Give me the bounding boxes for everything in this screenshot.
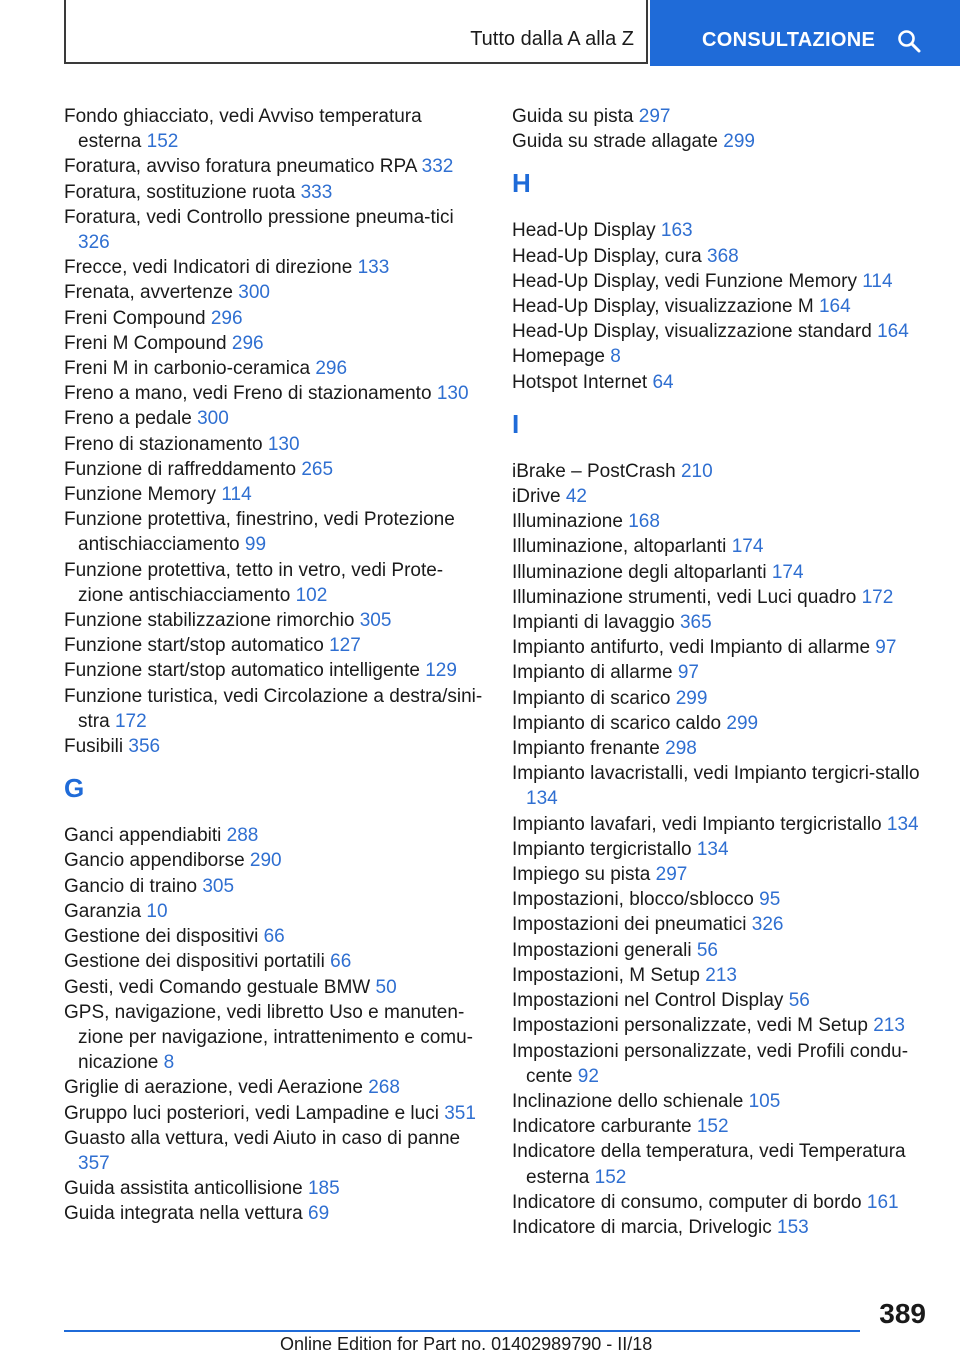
index-entry-text: Foratura, avviso foratura pneumatico RPA [64,156,417,178]
index-column-right [512,104,932,1240]
index-entry [64,558,484,608]
page-reference-link[interactable]: 8 [163,1052,175,1074]
index-entry [512,963,932,988]
index-entry [64,154,484,179]
index-entry [512,988,932,1013]
index-entry [64,331,484,356]
index-entry-text: Freni M Compound [64,332,227,354]
index-entry [512,1139,932,1189]
page-reference-link[interactable]: 129 [425,660,457,682]
index-entry [512,887,932,912]
page-reference-link[interactable]: 66 [263,926,285,948]
index-entry-text: Impianto lavacristalli, vedi Impianto tergicri-stallo [512,763,920,785]
page-reference-link[interactable]: 130 [436,383,469,405]
index-entry [64,1126,484,1176]
index-entry-text: Indicatore di consumo, computer di bordo [512,1191,862,1213]
index-entry-text: Guida su strade allagate [512,131,718,153]
index-entry [512,761,932,811]
index-entry-text: Fondo ghiacciato, vedi Avviso temperatura esterna [64,106,422,153]
index-entry [64,432,484,457]
index-entry-text: Funzione start/stop automatico [64,635,324,657]
page-reference-link[interactable]: 265 [301,458,334,480]
index-entry [64,104,484,154]
page-reference-link[interactable]: 326 [78,232,110,254]
index-entry [512,938,932,963]
page-reference-link[interactable]: 64 [652,371,674,393]
index-entry-text: Gancio appendiborse [64,850,245,872]
page-reference-link[interactable]: 268 [368,1077,400,1099]
page-reference-link[interactable]: 332 [421,156,454,178]
page-reference-link[interactable]: 299 [726,712,759,734]
page-reference-link[interactable]: 10 [146,900,168,922]
index-entry [64,734,484,759]
index-entry-text: Freno a pedale [64,408,192,430]
index-entry [64,280,484,305]
index-entry-text: Griglie di aerazione, vedi Aerazione [64,1077,363,1099]
index-entry [64,255,484,280]
index-entry-text: Head-Up Display, cura [512,245,702,267]
index-entry-text: Frecce, vedi Indicatori di direzione [64,257,353,279]
index-entry-text: Gruppo luci posteriori, vedi Lampadine e luci [64,1102,439,1124]
index-entry [512,294,932,319]
index-entry-text: Freno di stazionamento [64,433,263,455]
index-entry-text: Guida su pista [512,106,634,127]
page-reference-link[interactable]: 153 [777,1216,809,1238]
index-entry [64,457,484,482]
consultazione-label: CONSULTAZIONE [702,29,876,51]
page-reference-link[interactable]: 288 [226,825,259,847]
page-reference-link[interactable]: 365 [679,612,712,634]
page-reference-link[interactable]: 299 [675,687,708,709]
page-reference-link[interactable]: 297 [638,106,671,127]
index-entry-text: GPS, navigazione, vedi libretto Uso e manuten-zione per navigazione, intrattenimento e comu-nicazione [64,1001,474,1074]
index-entry [512,862,932,887]
index-entry [512,509,932,534]
index-entry-text: Funzione stabilizzazione rimorchio [64,610,355,632]
index-entry-text: Impostazioni generali [512,939,692,961]
index-entry [64,949,484,974]
index-entry-text: Impiego su pista [512,864,651,886]
page-reference-link[interactable]: 296 [210,307,243,329]
index-entry-text: Guida integrata nella vettura [64,1203,303,1225]
index-entry-text: Impostazioni, blocco/sblocco [512,889,754,911]
page-reference-link[interactable]: 298 [665,738,697,760]
index-entry [512,344,932,369]
page-reference-link[interactable]: 213 [873,1015,905,1037]
index-entry-text: Garanzia [64,900,142,922]
index-entry [64,1176,484,1201]
index-entry [512,459,932,484]
page-reference-link[interactable]: 357 [78,1152,110,1174]
page-reference-link[interactable]: 92 [577,1065,599,1087]
index-entry-text: Impianto lavafari, vedi Impianto tergicristallo [512,813,882,835]
page-reference-link[interactable]: 114 [221,484,252,506]
index-entry-text: Guasto alla vettura, vedi Aiuto in caso di panne [64,1127,461,1149]
page-reference-link[interactable]: 114 [862,270,893,292]
page-reference-link[interactable]: 174 [731,536,764,558]
index-entry [512,269,932,294]
index-entry [64,684,484,734]
index-entry-text: Illuminazione, altoparlanti [512,536,727,558]
index-entry [64,1000,484,1076]
page-reference-link[interactable]: 164 [877,321,909,343]
index-entry-text: Impianti di lavaggio [512,612,675,634]
index-entry-text: Indicatore di marcia, Drivelogic [512,1216,772,1238]
page-reference-link[interactable]: 127 [329,635,361,657]
index-entry [512,218,932,243]
index-entry [512,1215,932,1240]
page-reference-link[interactable]: 174 [771,561,804,583]
index-entry-text: Freni M in carbonio-ceramica [64,358,311,380]
index-entry [64,874,484,899]
page-reference-link[interactable]: 56 [696,939,718,961]
index-entry [64,975,484,1000]
page-reference-link[interactable]: 152 [146,131,179,153]
index-entry [512,129,932,154]
index-entry-text: Indicatore carburante [512,1116,692,1138]
index-entry-text: Frenata, avvertenze [64,282,233,304]
section-title: Tutto dalla A alla Z [470,28,634,50]
index-entry [64,356,484,381]
index-entry [512,635,932,660]
index-entry-text: Illuminazione [512,511,623,533]
index-entry-text: Illuminazione strumenti, vedi Luci quadro [512,586,857,608]
index-entry [512,1039,932,1089]
index-letter-heading: I [512,408,520,439]
index-entry-text: Head-Up Display [512,220,656,242]
page-reference-link[interactable]: 97 [875,637,897,659]
index-entry-text: Indicatore della temperatura, vedi Temperatura esterna [512,1141,906,1188]
index-entry-text: Funzione protettiva, tetto in vetro, vedi Prote-zione antischiacciamento [64,559,444,606]
page-reference-link[interactable]: 172 [861,586,894,608]
page-reference-link[interactable]: 300 [238,282,270,304]
page-reference-link[interactable]: 130 [267,433,300,455]
index-entry-text: Funzione start/stop automatico intelligente [64,660,420,682]
index-entry-text: Impianto frenante [512,738,660,760]
index-entry [512,1190,932,1215]
index-entry-text: Head-Up Display, visualizzazione M [512,296,814,318]
index-entry [512,104,932,129]
index-entry-text: Illuminazione degli altoparlanti [512,561,767,583]
index-entry [64,1101,484,1126]
index-entry-text: Funzione Memory [64,484,217,506]
index-entry-text: Impianto tergicristallo [512,838,692,860]
index-entry-text: Freni Compound [64,307,206,329]
index-entry [512,812,932,837]
index-entry-text: Impianto di scarico [512,687,671,709]
page-reference-link[interactable]: 161 [866,1191,899,1213]
page-reference-link[interactable]: 333 [300,181,333,203]
page-reference-link[interactable]: 56 [788,990,810,1012]
index-entry [64,482,484,507]
page-reference-link[interactable]: 300 [197,408,229,430]
footer-divider [64,1330,860,1332]
index-entry [64,633,484,658]
index-entry [512,1114,932,1139]
index-entry-text: Gestione dei dispositivi [64,926,259,948]
index-entry-text: Inclinazione dello schienale [512,1090,744,1112]
consultazione-tab[interactable] [650,0,960,66]
page-reference-link[interactable]: 8 [610,346,621,368]
page-reference-link[interactable]: 326 [751,914,784,936]
index-entry [512,319,932,344]
page-reference-link[interactable]: 66 [330,951,352,973]
index-entry [64,406,484,431]
page-reference-link[interactable]: 297 [655,864,688,886]
section-tab [64,0,648,64]
index-entry [64,180,484,205]
index-entry-text: Fusibili [64,736,124,758]
page-reference-link[interactable]: 134 [696,838,729,860]
page-reference-link[interactable]: 299 [723,131,755,153]
index-entry [512,534,932,559]
index-entry [64,608,484,633]
page-reference-link[interactable]: 133 [357,257,390,279]
index-entry [512,560,932,585]
index-entry-text: Funzione protettiva, finestrino, vedi Protezione antischiacciamento [64,509,455,556]
index-entry-text: Freno a mano, vedi Freno di stazionamento [64,383,432,405]
index-entry-text: Impostazioni personalizzate, vedi M Setup [512,1015,868,1037]
page-reference-link[interactable]: 42 [565,486,587,508]
index-letter-heading: G [64,773,85,804]
index-entry-text: Impostazioni, M Setup [512,964,700,986]
page-reference-link[interactable]: 296 [315,358,348,380]
page-reference-link[interactable]: 356 [128,736,161,758]
page-reference-link[interactable]: 102 [295,584,328,606]
index-entry-text: Homepage [512,346,605,368]
page-reference-link[interactable]: 97 [677,662,699,684]
index-entry-text: Funzione di raffreddamento [64,458,297,480]
index-entry [512,610,932,635]
index-entry-text: Head-Up Display, visualizzazione standard [512,321,872,343]
page-reference-link[interactable]: 152 [696,1116,729,1138]
index-entry-text: Foratura, sostituzione ruota [64,181,296,203]
index-entry [512,912,932,937]
index-entry [512,736,932,761]
index-entry-text: Impostazioni dei pneumatici [512,914,747,936]
index-entry-text: Funzione turistica, vedi Circolazione a destra/sini-stra [64,685,483,732]
index-entry [64,306,484,331]
index-entry-text: Foratura, vedi Controllo pressione pneuma-tici [64,206,454,228]
index-entry [512,484,932,509]
index-entry-text: Gancio di traino [64,875,198,897]
index-letter-heading: H [512,168,531,199]
page-number: 389 [879,1298,926,1329]
page-reference-link[interactable]: 50 [375,976,397,998]
page-reference-link[interactable]: 99 [244,534,267,556]
index-column-left [64,104,484,1227]
index-entry-text: Impostazioni personalizzate, vedi Profili condu-cente [512,1040,909,1087]
index-entry-text: iDrive [512,486,561,508]
page-reference-link[interactable]: 368 [707,245,739,267]
index-entry [64,899,484,924]
page-reference-link[interactable]: 290 [249,850,282,872]
index-entry [512,837,932,862]
index-entry [512,585,932,610]
index-entry [64,1075,484,1100]
page-reference-link[interactable]: 213 [705,964,737,986]
index-entry [64,848,484,873]
index-entry-text: Ganci appendiabiti [64,825,222,847]
index-entry [512,370,932,395]
page-reference-link[interactable]: 95 [759,889,781,911]
edition-note: Online Edition for Part no. 01402989790 - II/18 [280,1334,653,1354]
index-entry-text: Guida assistita anticollisione [64,1178,303,1200]
index-entry [512,711,932,736]
index-entry [64,507,484,557]
page-reference-link[interactable]: 164 [818,296,851,318]
page-reference-link[interactable]: 305 [359,610,392,632]
page-reference-link[interactable]: 351 [444,1102,476,1124]
index-entry [64,924,484,949]
page-reference-link[interactable]: 296 [231,332,264,354]
index-entry-text: Impianto di scarico caldo [512,712,722,734]
page-reference-link[interactable]: 163 [660,220,693,242]
index-entry [64,658,484,683]
index-entry-text: Gesti, vedi Comando gestuale BMW [64,976,371,998]
index-entry [64,381,484,406]
index-entry [512,244,932,269]
page-reference-link[interactable]: 134 [526,788,558,810]
index-entry [512,686,932,711]
index-entry [512,660,932,685]
page-header [0,0,960,66]
search-icon[interactable] [896,28,922,54]
page-reference-link[interactable]: 305 [202,875,235,897]
index-entry-text: Impianto di allarme [512,662,673,684]
page-reference-link[interactable]: 105 [748,1090,781,1112]
page-reference-link[interactable]: 69 [308,1203,330,1225]
index-entry-text: Impianto antifurto, vedi Impianto di allarme [512,637,871,659]
index-entry-text: Head-Up Display, vedi Funzione Memory [512,270,857,292]
index-entry-text: Hotspot Internet [512,371,648,393]
index-entry [64,1201,484,1226]
page-reference-link[interactable]: 210 [680,460,713,482]
page-reference-link[interactable]: 168 [628,511,660,533]
index-entry [64,205,484,255]
index-entry [64,823,484,848]
index-entry-text: Gestione dei dispositivi portatili [64,951,325,973]
page-reference-link[interactable]: 172 [114,710,147,732]
index-entry-text: iBrake – PostCrash [512,460,676,482]
index-entry [512,1013,932,1038]
index-entry [512,1089,932,1114]
page-reference-link[interactable]: 134 [886,813,919,835]
index-entry-text: Impostazioni nel Control Display [512,990,784,1012]
page-reference-link[interactable]: 152 [594,1166,627,1188]
page-reference-link[interactable]: 185 [307,1178,340,1200]
